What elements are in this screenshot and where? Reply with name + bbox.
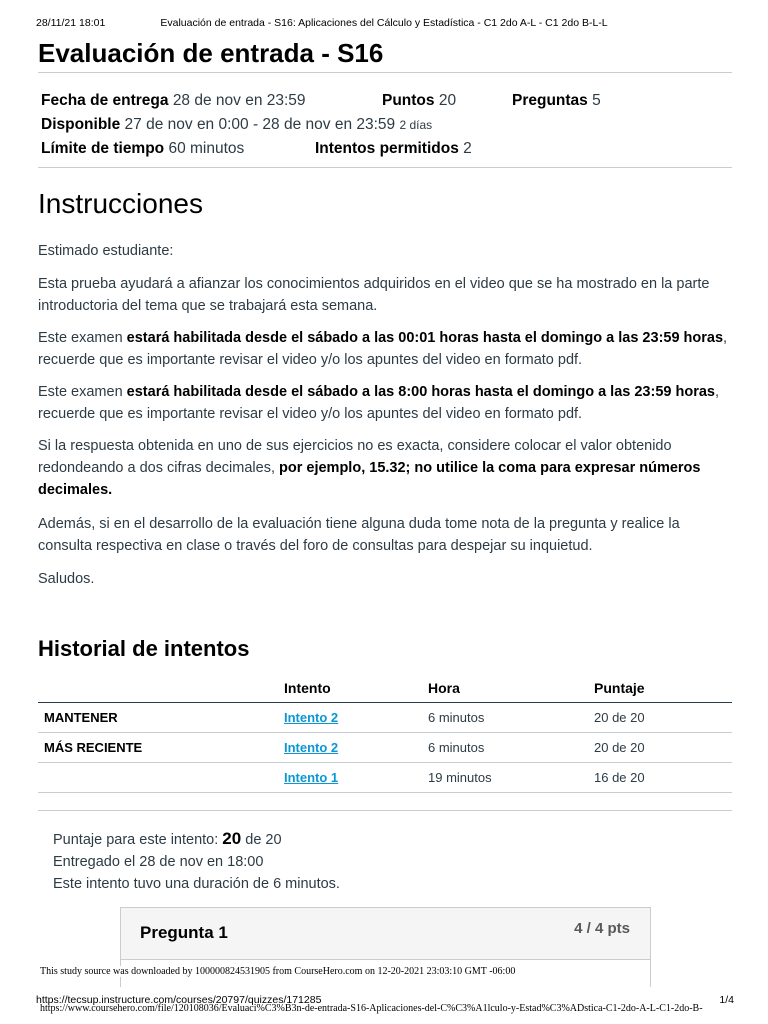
score-suffix: de 20 — [245, 832, 282, 848]
attempts-allowed-row — [315, 140, 472, 158]
attempt-link[interactable]: Intento 2 — [284, 739, 339, 755]
question-points: 4 / 4 pts — [574, 920, 630, 937]
points-row — [382, 92, 456, 110]
instructions-paragraph-4 — [38, 435, 728, 501]
attempt-cell — [284, 762, 428, 792]
source-url: https://www.coursehero.com/file/120108036/Evaluaci%C3%B3n-de-entrada-S16-Aplicaciones-del-C%C3%A1lculo-y-Estad%C3%ADstica-C1-2do-A-L-C1-2do-B- — [40, 1003, 703, 1014]
instructions-paragraph-1: Esta prueba ayudará a afianzar los conocimientos adquiridos en el video que se ha mostrado en la parte introductoria del tema que se trabajará esta semana. — [38, 276, 710, 314]
attempts-table — [38, 670, 732, 811]
p2-text-start: Este examen — [38, 330, 127, 346]
download-watermark: This study source was downloaded by 100000824531905 from CourseHero.com on 12-20-2021 23:03:10 GMT -06:00 — [40, 966, 519, 977]
column-header-attempt: Intento — [284, 670, 428, 702]
time-cell: 19 minutos — [428, 762, 594, 792]
question-title: Pregunta 1 — [140, 923, 228, 942]
print-page-title: Evaluación de entrada - S16: Aplicaciones del Cálculo y Estadística - C1 2do A-L - C1 2do B-L-L — [160, 17, 608, 29]
time-limit-label: Límite de tiempo — [41, 140, 165, 157]
available-value: 27 de nov en 0:00 - 28 de nov en 23:59 — [124, 116, 396, 133]
quiz-details — [38, 72, 732, 168]
table-spacer-row — [38, 792, 732, 810]
instructions-heading: Instrucciones — [38, 188, 203, 219]
questions-row — [512, 92, 601, 110]
time-limit-row — [41, 140, 244, 158]
questions-label: Preguntas — [512, 92, 588, 109]
points-label: Puntos — [382, 92, 435, 109]
print-header — [0, 17, 768, 31]
p2-text-end: , recuerde que es importante revisar el video y/o los apuntes del video en formato pdf. — [38, 330, 728, 368]
table-row — [38, 702, 732, 732]
instructions-closing: Saludos. — [38, 571, 95, 587]
attempt-link[interactable]: Intento 1 — [284, 769, 339, 785]
time-cell: 6 minutos — [428, 702, 594, 732]
quiz-title: Evaluación de entrada - S16 — [38, 38, 384, 68]
print-footer-url: https://tecsup.instructure.com/courses/20797/quizzes/171285 — [36, 994, 322, 1006]
score-cell: 20 de 20 — [594, 732, 732, 762]
print-page-number: 1/4 — [719, 994, 734, 1006]
instructions-greeting: Estimado estudiante: — [38, 243, 174, 259]
p3-emphasis: estará habilitada desde el sábado a las 8:00 horas hasta el domingo a las 23:59 horas — [126, 384, 715, 400]
table-row — [38, 732, 732, 762]
duration-line: Este intento tuvo una duración de 6 minutos. — [53, 876, 340, 892]
attempt-summary — [53, 828, 340, 895]
row-label: MANTENER — [38, 702, 284, 732]
score-label: Puntaje para este intento: — [53, 832, 219, 848]
row-label: MÁS RECIENTE — [38, 732, 284, 762]
due-label: Fecha de entrega — [41, 92, 169, 109]
p3-text-start: Este examen — [38, 384, 127, 400]
score-cell: 16 de 20 — [594, 762, 732, 792]
due-date-row — [41, 92, 306, 110]
points-value: 20 — [438, 92, 457, 109]
attempt-link[interactable]: Intento 2 — [284, 709, 339, 725]
column-header-score: Puntaje — [594, 670, 732, 702]
p4-emphasis: por ejemplo, 15.32; no utilice la coma para expresar números decimales. — [38, 460, 701, 498]
instructions-paragraph-3 — [38, 381, 728, 425]
available-days: 2 días — [399, 118, 433, 132]
score-cell: 20 de 20 — [594, 702, 732, 732]
p2-emphasis: estará habilitada desde el sábado a las 00:01 horas hasta el domingo a las 23:59 horas — [126, 330, 724, 346]
instructions-paragraph-2 — [38, 327, 728, 371]
column-header-label — [38, 670, 284, 702]
p4-text: Si la respuesta obtenida en uno de sus ejercicios no es exacta, considere colocar el valor obtenido redondeando a dos cifras decimales, — [38, 438, 672, 476]
print-date: 28/11/21 18:01 — [36, 17, 106, 29]
history-heading: Historial de intentos — [38, 636, 250, 661]
attempts-allowed-value: 2 — [463, 140, 472, 157]
attempts-allowed-label: Intentos permitidos — [315, 140, 459, 157]
question-header — [121, 908, 650, 960]
score-line — [53, 828, 340, 851]
submitted-line: Entregado el 28 de nov en 18:00 — [53, 854, 264, 870]
table-row — [38, 762, 732, 792]
instructions-paragraph-5: Además, si en el desarrollo de la evaluación tiene alguna duda tome nota de la pregunta y realice la consulta respectiva en clase o través del foro de consultas para despejar su inquietud. — [38, 516, 680, 554]
due-value: 28 de nov en 23:59 — [172, 92, 306, 109]
p3-text-end: , recuerde que es importante revisar el video y/o los apuntes del video en formato pdf. — [38, 384, 720, 422]
time-limit-value: 60 minutos — [168, 140, 245, 157]
attempt-cell — [284, 702, 428, 732]
attempts-header-row — [38, 670, 732, 702]
time-cell: 6 minutos — [428, 732, 594, 762]
score-value: 20 — [222, 829, 242, 848]
questions-value: 5 — [592, 92, 601, 109]
column-header-time: Hora — [428, 670, 594, 702]
available-label: Disponible — [41, 116, 121, 133]
row-label — [38, 762, 284, 792]
available-row — [41, 116, 432, 134]
attempt-cell — [284, 732, 428, 762]
